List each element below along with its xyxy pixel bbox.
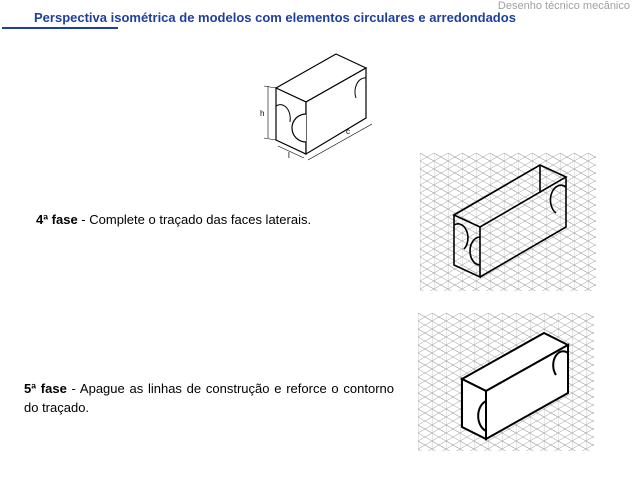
title-underline <box>2 27 118 29</box>
page-title: Perspectiva isométrica de modelos com elementos circulares e arredondados <box>34 10 516 25</box>
phase-5-drawing <box>418 313 594 451</box>
step-4-label: 4ª fase <box>36 212 78 227</box>
step-5-description: - Apague as linhas de construção e reforce o contorno do traçado. <box>24 381 394 415</box>
dim-h-label: h <box>260 109 265 118</box>
reference-drawing <box>246 46 396 166</box>
phase-4-drawing <box>420 153 596 291</box>
step-5-text <box>24 379 394 417</box>
dim-l-label: l <box>288 151 290 160</box>
header-tag: Desenho técnico mecânico <box>497 0 630 12</box>
dim-c-label: c <box>346 127 350 136</box>
step-4-description: - Complete o traçado das faces laterais. <box>77 212 312 227</box>
step-4-text <box>36 212 311 227</box>
step-5-label: 5ª fase <box>24 381 67 396</box>
